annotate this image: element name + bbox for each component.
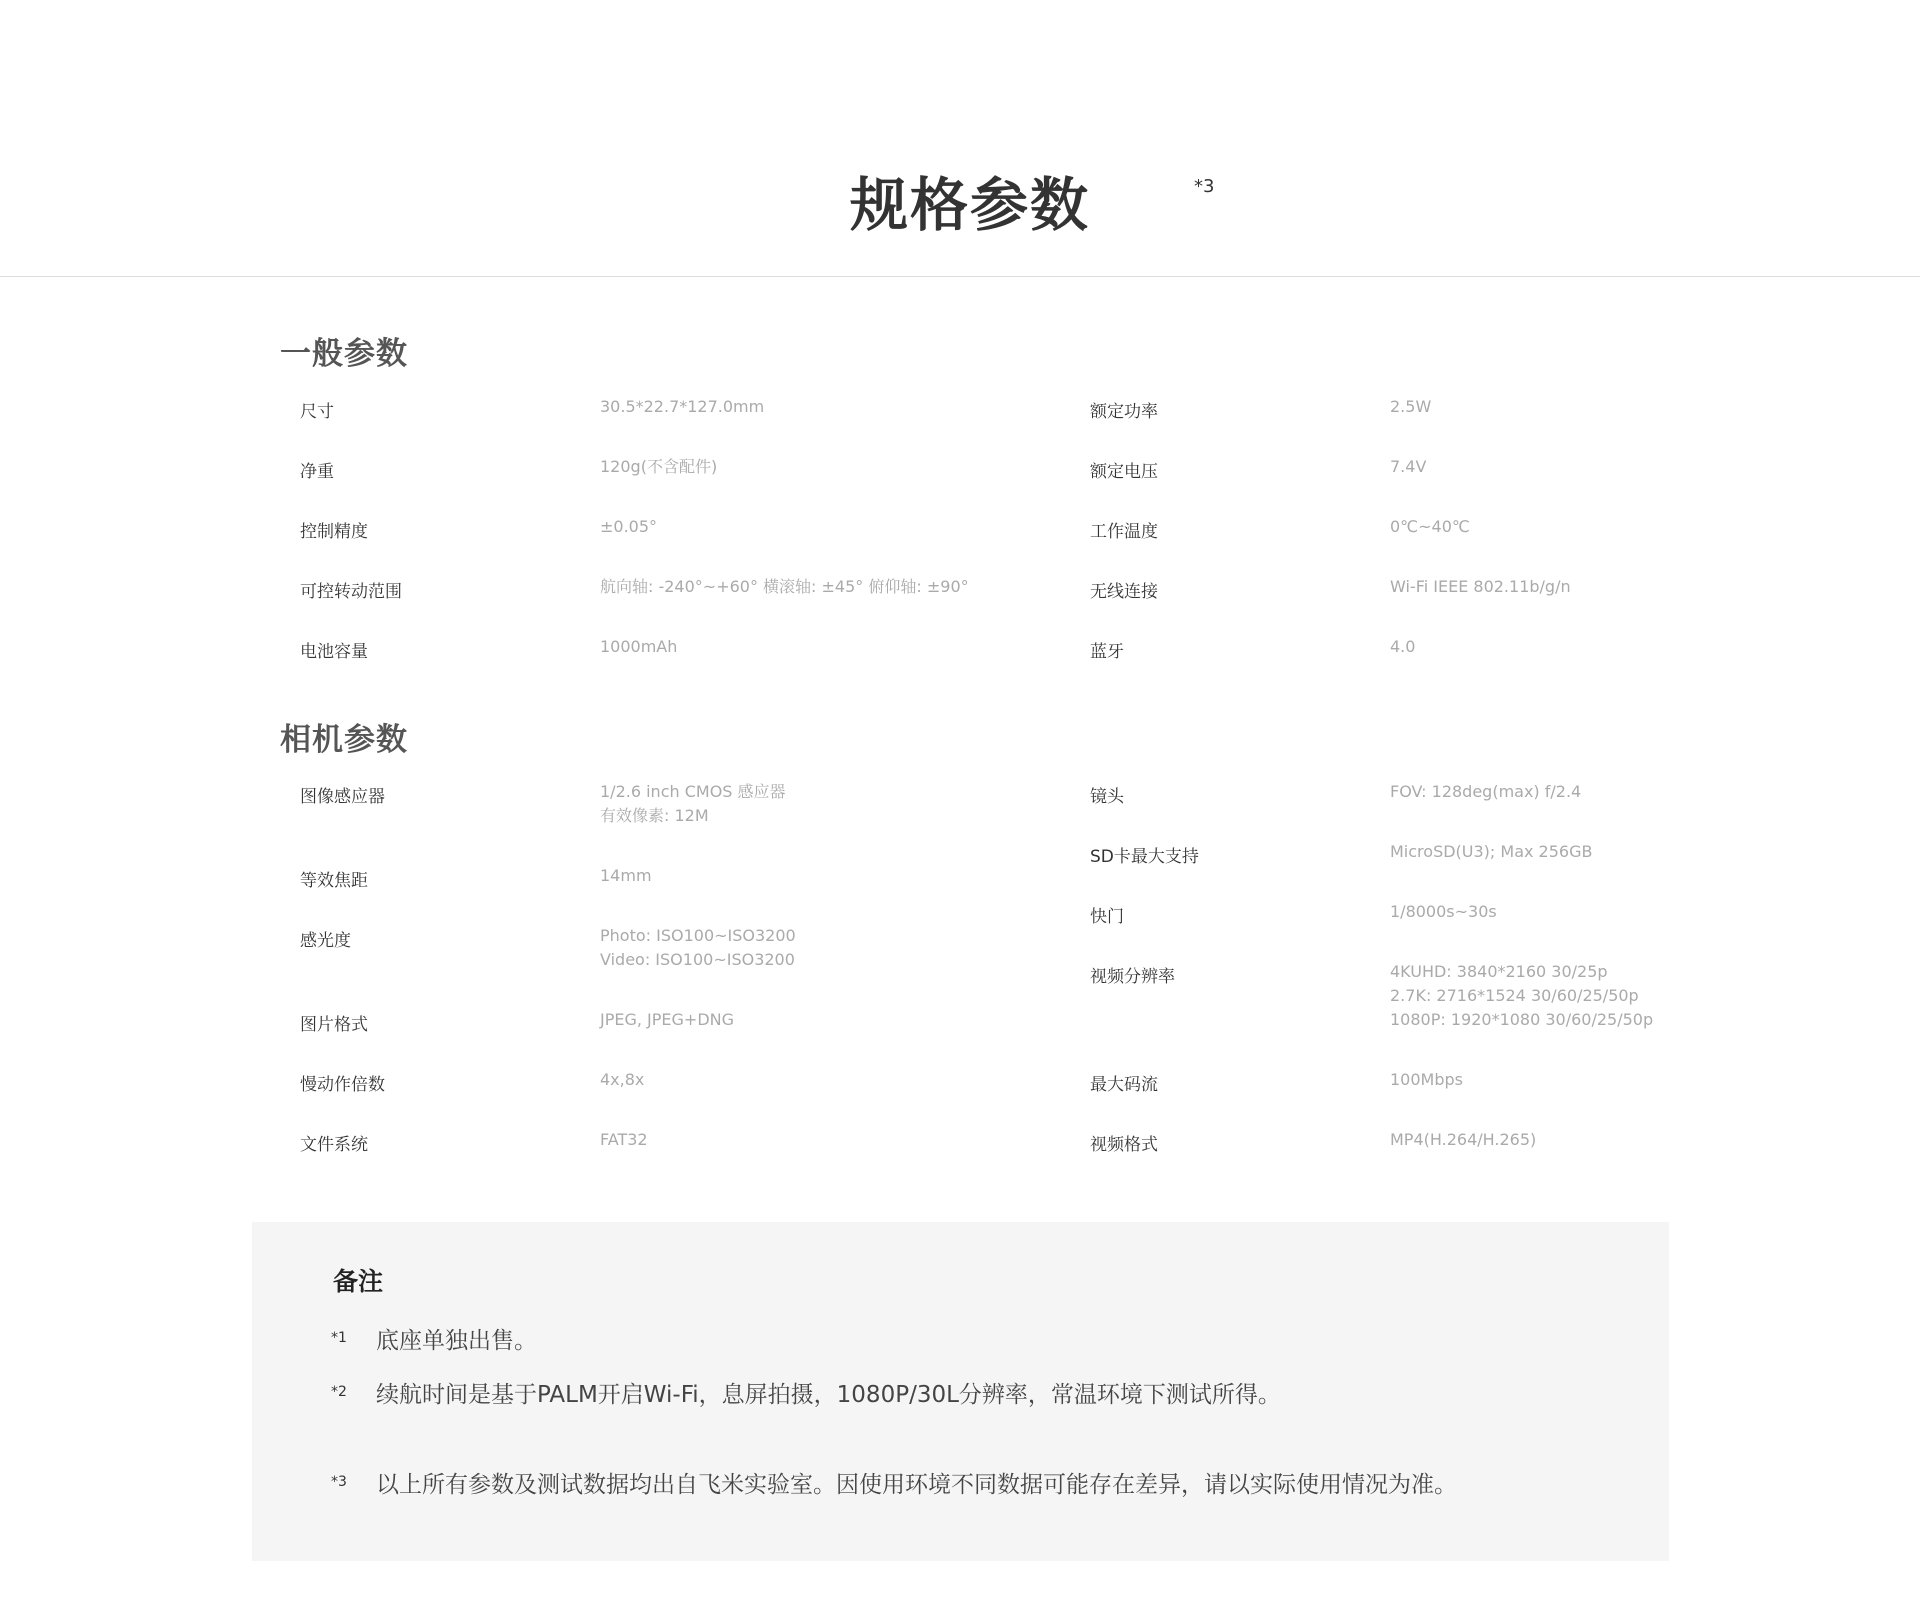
spec-label: 文件系统	[300, 1135, 368, 1155]
spec-value: 0℃~40℃	[1390, 517, 1470, 536]
spec-label: 慢动作倍数	[300, 1075, 385, 1095]
spec-value: 1/8000s~30s	[1390, 902, 1497, 921]
spec-label: 蓝牙	[1090, 642, 1124, 662]
spec-value: FAT32	[600, 1130, 648, 1149]
spec-value: 120g(不含配件)	[600, 457, 718, 476]
spec-label: 净重	[300, 462, 334, 482]
spec-label: 控制精度	[300, 522, 368, 542]
spec-value: 1/2.6 inch CMOS 感应器 有效像素: 12M	[600, 782, 786, 825]
spec-label: 额定电压	[1090, 462, 1158, 482]
spec-label: 额定功率	[1090, 402, 1158, 422]
notes-panel	[252, 1222, 1669, 1561]
spec-value: MP4(H.264/H.265)	[1390, 1130, 1537, 1149]
spec-value: 30.5*22.7*127.0mm	[600, 397, 765, 416]
spec-value: Photo: ISO100~ISO3200 Video: ISO100~ISO3200	[600, 926, 796, 969]
note-mark: *2	[331, 1384, 347, 1400]
note-mark: *1	[331, 1330, 347, 1346]
spec-label: 快门	[1090, 907, 1124, 927]
page-title: 规格参数	[850, 171, 1091, 239]
spec-value: JPEG, JPEG+DNG	[600, 1010, 735, 1029]
spec-label: 可控转动范围	[300, 582, 402, 602]
spec-value: 4.0	[1390, 637, 1416, 656]
spec-label: 感光度	[300, 931, 351, 951]
spec-label: 尺寸	[300, 402, 334, 422]
spec-value: 航向轴: -240°~+60° 横滚轴: ±45° 俯仰轴: ±90°	[600, 577, 969, 596]
spec-label: 等效焦距	[300, 871, 368, 891]
spec-label: 图片格式	[300, 1015, 368, 1035]
section-title-camera: 相机参数	[280, 722, 408, 758]
spec-value: 14mm	[600, 866, 652, 885]
spec-label: 工作温度	[1090, 522, 1158, 542]
spec-label: 最大码流	[1090, 1075, 1158, 1095]
spec-label: 视频分辨率	[1090, 967, 1175, 987]
spec-value: Wi-Fi IEEE 802.11b/g/n	[1390, 577, 1571, 596]
section-title-general: 一般参数	[280, 336, 408, 372]
spec-value: 100Mbps	[1390, 1070, 1463, 1089]
title-footnote-mark: *3	[1194, 176, 1215, 197]
spec-value: 1000mAh	[600, 637, 678, 656]
note-text: 底座单独出售。	[376, 1328, 537, 1354]
spec-value: 4KUHD: 3840*2160 30/25p 2.7K: 2716*1524 30/60/25/50p 1080P: 1920*1080 30/60/25/50p	[1390, 962, 1654, 1029]
spec-label: SD卡最大支持	[1090, 847, 1199, 867]
note-text: 以上所有参数及测试数据均出自飞米实验室。因使用环境不同数据可能存在差异，请以实际使用情况为准。	[376, 1472, 1457, 1498]
spec-label: 视频格式	[1090, 1135, 1158, 1155]
spec-value: FOV: 128deg(max) f/2.4	[1390, 782, 1582, 801]
spec-label: 镜头	[1090, 787, 1124, 807]
spec-value: MicroSD(U3); Max 256GB	[1390, 842, 1593, 861]
spec-label: 图像感应器	[300, 787, 385, 807]
spec-header	[0, 0, 1920, 277]
spec-value: 4x,8x	[600, 1070, 645, 1089]
notes-title: 备注	[333, 1267, 384, 1296]
spec-value: 2.5W	[1390, 397, 1432, 416]
spec-label: 电池容量	[300, 642, 368, 662]
spec-label: 无线连接	[1090, 582, 1158, 602]
spec-value: ±0.05°	[600, 517, 658, 536]
note-text: 续航时间是基于PALM开启Wi-Fi，息屏拍摄，1080P/30L分辨率，常温环境下测试所得。	[376, 1382, 1281, 1408]
note-mark: *3	[331, 1474, 347, 1490]
spec-value: 7.4V	[1390, 457, 1427, 476]
